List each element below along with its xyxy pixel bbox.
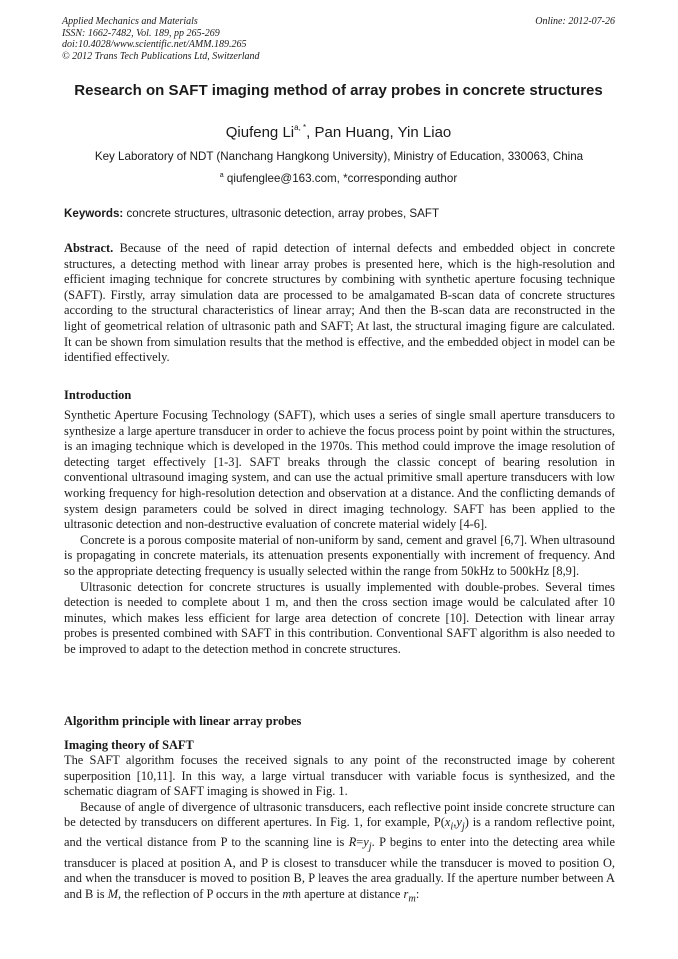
- imaging-theory-heading: Imaging theory of SAFT: [64, 738, 194, 752]
- contact-email: [62, 172, 615, 186]
- abstract: [64, 241, 615, 366]
- text-run: . P begins to enter into the detecting area while transducer is placed at position A, and P is closest to transducer while the transducer is moved to position O, and when the transducer is moved to position B, P leaves the area gradually. If the aperture number between A and B is: [64, 835, 616, 901]
- saft-paragraph-1: The SAFT algorithm focuses the received signals to any point of the reconstructed image by coherent superposition [10,11]. In this way, a large virtual transducer with variable focus is synthesized, and the schematic diagram of SAFT imaging is showed in Fig. 1.: [64, 753, 615, 799]
- imaging-theory-section: [64, 753, 615, 907]
- keywords-label: Keywords:: [64, 207, 124, 220]
- intro-paragraph-2: Concrete is a porous composite material of non-uniform by sand, cement and gravel [6,7]. When ultrasound is propagating in concrete materials, its attenuation presents exponentially with increment of frequency. And so the appropriate detecting frequency is usually selected within the range from 50kHz to 500kHz [8,9].: [64, 532, 615, 578]
- math-x: x: [444, 815, 451, 830]
- text-run: Because of angle of divergence of ultrasonic transducers, each reflective point inside concrete structure can be detected by transducers on different apertures. In Fig. 1, for example, P(: [64, 799, 615, 830]
- abstract-label: Abstract.: [64, 241, 114, 255]
- author-list: [62, 124, 615, 142]
- math-subscript-j: j: [461, 821, 465, 833]
- email-text: qiufenglee@163.com, *corresponding author: [223, 172, 458, 185]
- keywords: [64, 207, 615, 221]
- paper-title: Research on SAFT imaging method of array probes in concrete structures: [74, 82, 603, 99]
- introduction-section: [64, 408, 615, 658]
- math-M: M: [107, 886, 119, 901]
- math-m: m: [282, 886, 292, 901]
- math-R: R: [348, 835, 357, 850]
- intro-paragraph-3: Ultrasonic detection for concrete structures is usually implemented with double-probes. Several times detection is needed to complete about 1 m, and then the cross section image would be calculated after 10 minutes, which makes less efficient for large area detection of concrete [10]. Detection with linear array probes is presented combined with SAFT in this contribution. Conventional SAFT algorithm is also needed to be improved to adapt to the detection method in concrete structures.: [64, 579, 615, 656]
- journal-header: [62, 16, 260, 62]
- keywords-text: concrete structures, ultrasonic detection, array probes, SAFT: [123, 207, 440, 220]
- doi-line: doi:10.4028/www.scientific.net/AMM.189.265: [62, 39, 247, 50]
- author-name: Qiufeng Li: [225, 124, 295, 141]
- text-run: =: [356, 835, 364, 850]
- journal-name: Applied Mechanics and Materials: [62, 16, 198, 27]
- author-affiliation-mark: a, *: [294, 123, 307, 132]
- algorithm-heading: Algorithm principle with linear array probes: [64, 714, 302, 728]
- math-y: y: [363, 835, 369, 850]
- text-run: ) is a random reflective point, and the vertical distance from P to the scanning line is: [64, 815, 615, 850]
- other-authors: , Pan Huang, Yin Liao: [306, 124, 452, 141]
- math-subscript-m: m: [408, 893, 416, 905]
- affiliation: Key Laboratory of NDT (Nanchang Hangkong University), Ministry of Education, 330063, China: [94, 150, 584, 163]
- issn-line: ISSN: 1662-7482, Vol. 189, pp 265-269: [62, 27, 220, 39]
- intro-paragraph-1: Synthetic Aperture Focusing Technology (SAFT), which uses a series of single small aperture transducers to synthesize a large aperture transducer in order to achieve the focus process point by point within the structures, is an imaging technique which is developed in the 1970s. This method could improve the image resolution of detecting target effectively [1-3]. SAFT breaks through the classic concept of bearing resolution in conventional ultrasound imaging system, and can use the actual primitive small aperture transducers with low working frequency for high-resolution detection and observation at a distance. And the conflicting demands of system design parameters could be solved in direct imaging technology. SAFT has been applied to the ultrasonic detection and non-destructive evaluation of concrete material widely [4-6].: [64, 408, 615, 532]
- email-mark: a: [219, 172, 224, 179]
- abstract-text: Because of the need of rapid detection of internal defects and embedded object in concrete structures, a detecting method with linear array probes is presented here, which is the high-resolution and efficient imaging technique for concrete structures by combining with synthetic aperture focusing technique (SAFT). Firstly, array simulation data are processed to be amalgamated B-scan data of concrete structures according to the structural characteristics of linear array; And then the B-scan data are reconstructed in the light of geometrical relation of ultrasonic path and SAFT; At last, the structural imaging figure are calculated. It can be shown from simulation results that the method is effective, and the embedded object in model can be identified effectively.: [64, 241, 615, 365]
- online-date: Online: 2012-07-26: [535, 16, 615, 27]
- math-y: y: [456, 815, 462, 830]
- math-r: r: [403, 886, 409, 901]
- text-run: ,: [453, 815, 457, 830]
- saft-paragraph-2: [64, 800, 615, 907]
- math-subscript-i: i: [450, 821, 454, 833]
- copyright-line: © 2012 Trans Tech Publications Ltd, Switzerland: [62, 50, 260, 62]
- text-run: , the reflection of P occurs in the: [118, 886, 283, 901]
- math-subscript-j: j: [368, 841, 372, 853]
- text-run: th aperture at distance: [291, 886, 404, 901]
- text-run: :: [415, 886, 420, 901]
- introduction-heading: Introduction: [64, 388, 132, 402]
